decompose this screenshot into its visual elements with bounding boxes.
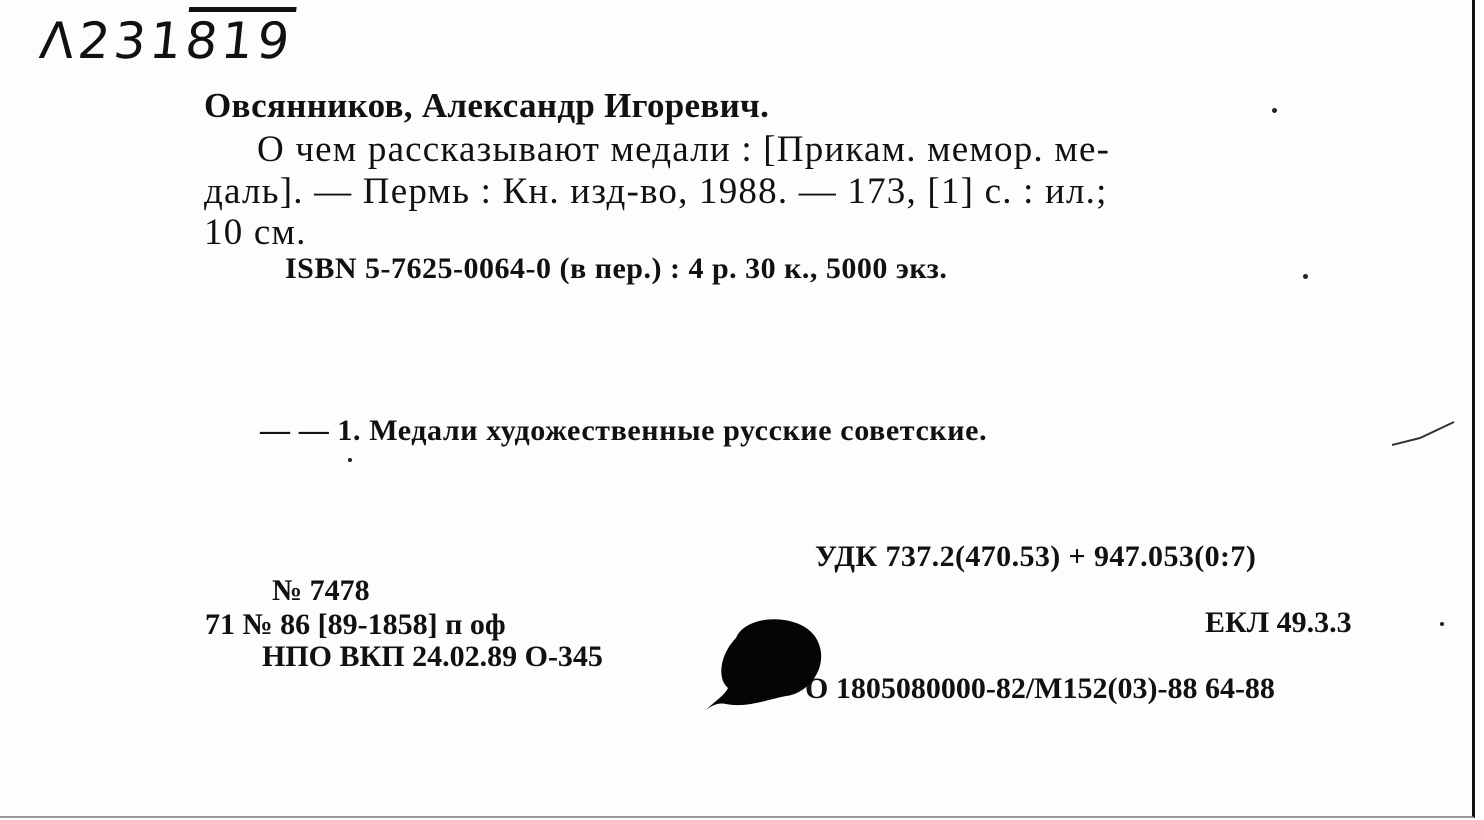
shelf-mark-prefix: Λ231 — [36, 12, 189, 70]
print-speck — [1303, 274, 1308, 279]
ink-blot — [706, 608, 836, 718]
author-heading: Овсянников, Александр Игоревич. — [204, 86, 770, 125]
isbn-line: ISBN 5-7625-0064-0 (в пер.) : 4 р. 30 к., 5000 экз. — [285, 252, 948, 285]
udk-code: УДК 737.2(470.53) + 947.053(0:7) — [815, 540, 1257, 573]
print-speck — [1272, 108, 1277, 113]
shelf-mark-suffix: 819 — [182, 12, 297, 70]
print-speck — [348, 458, 352, 462]
title-line-3: 10 см. — [204, 212, 307, 253]
handwritten-shelf-mark — [37, 12, 296, 70]
order-line-2: 71 № 86 [89-1858] п оф — [205, 608, 506, 641]
publication-code: О 1805080000-82/М152(03)-88 64-88 — [805, 672, 1275, 705]
order-line-3: НПО ВКП 24.02.89 О-345 — [262, 640, 603, 673]
ekl-code: ЕКЛ 49.3.3 — [1205, 606, 1352, 639]
pencil-scratch — [1390, 420, 1460, 450]
title-line-1: О чем рассказывают медали : [Прикам. мемор. ме- — [257, 129, 1111, 170]
order-number: № 7478 — [272, 574, 370, 607]
subject-heading: — — 1. Медали художественные русские советские. — [260, 414, 988, 447]
title-line-2: даль]. — Пермь : Кн. изд-во, 1988. — 173, [1] с. : ил.; — [204, 171, 1108, 212]
print-speck — [1440, 622, 1444, 626]
